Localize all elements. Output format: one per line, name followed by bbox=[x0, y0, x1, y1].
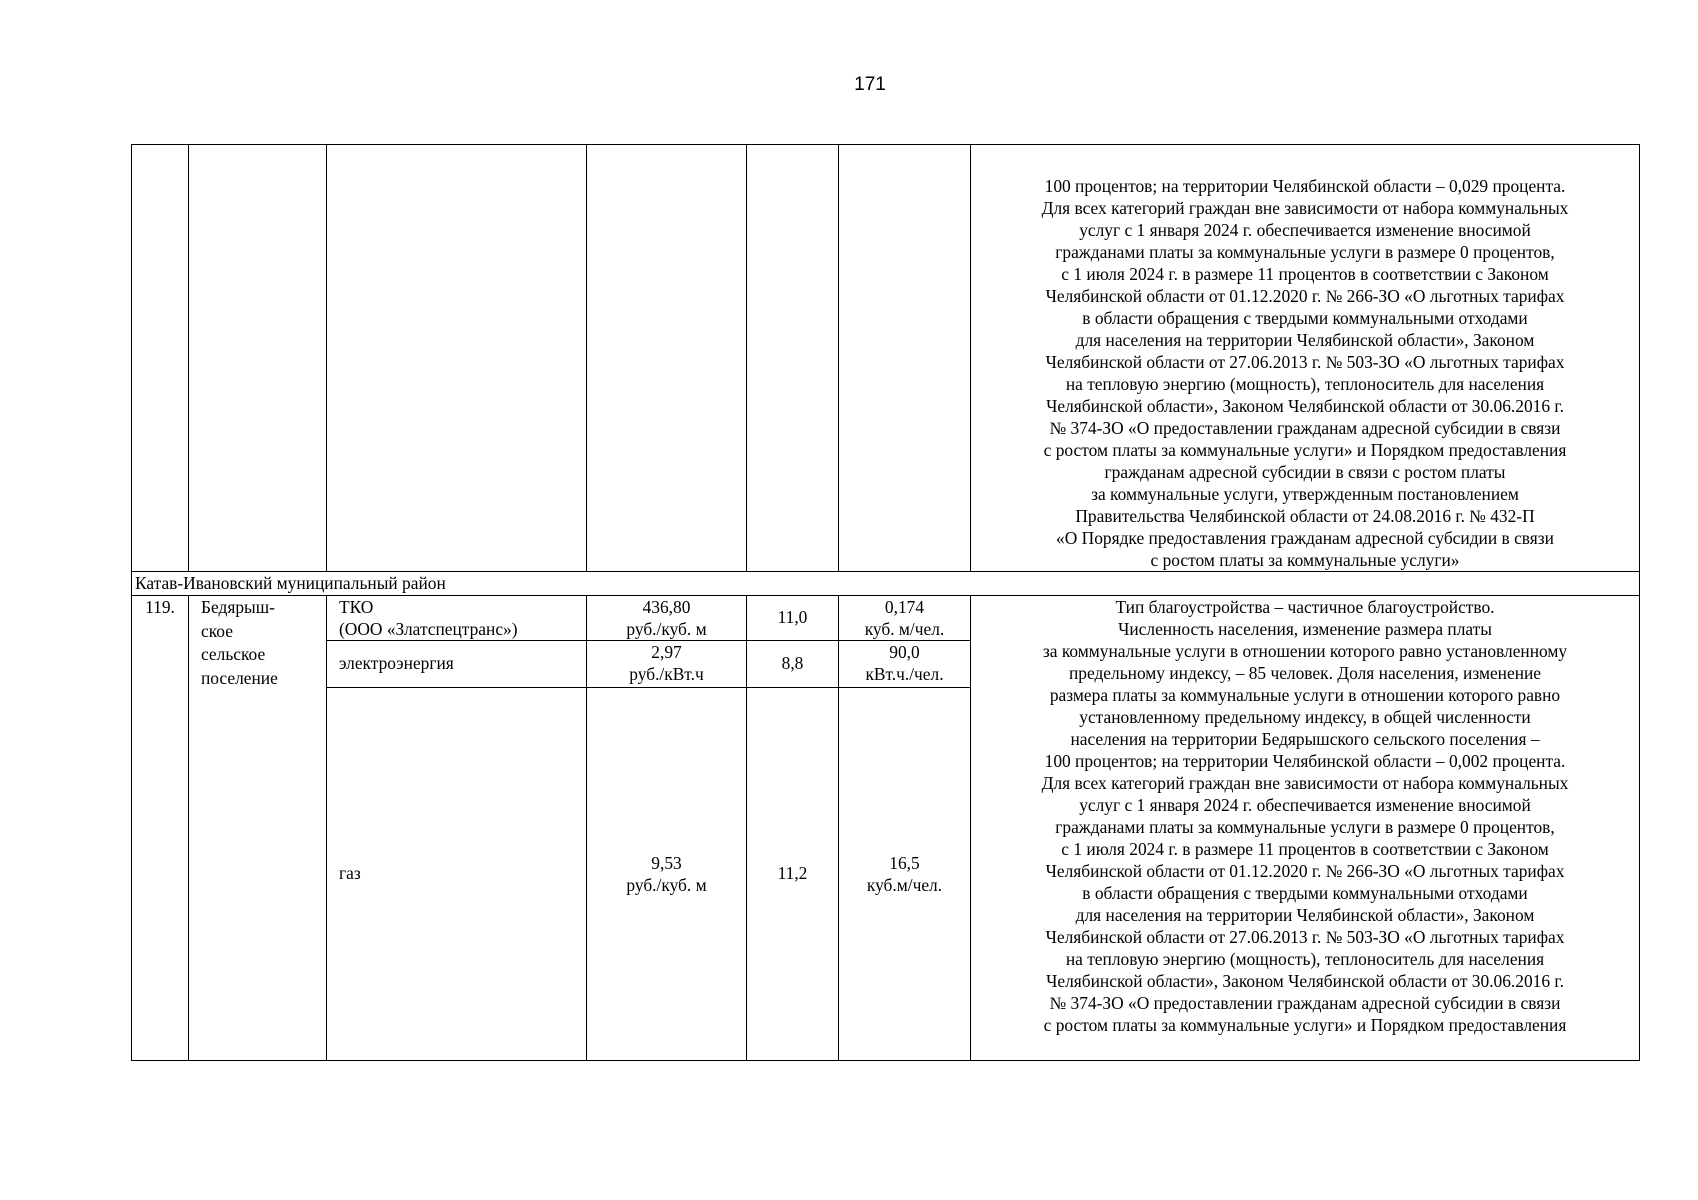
service-tariff bbox=[587, 596, 747, 641]
text-line: Челябинской области от 27.06.2013 г. № 503-ЗО «О льготных тарифах bbox=[1045, 352, 1565, 372]
text-line: установленному предельному индексу, в общей численности bbox=[1079, 707, 1531, 727]
text-line: с ростом платы за коммунальные услуги» bbox=[1150, 550, 1460, 570]
service-index: 11,2 bbox=[747, 688, 839, 1061]
empty-cell bbox=[747, 145, 839, 572]
text-line: Челябинской области от 01.12.2020 г. № 266-ЗО «О льготных тарифах bbox=[1045, 861, 1565, 881]
text-line: «О Порядке предоставления гражданам адресной субсидии в связи bbox=[1056, 528, 1554, 548]
text-line: гражданам адресной субсидии в связи с ростом платы bbox=[1104, 462, 1506, 482]
text-line: Челябинской области», Законом Челябинской области от 30.06.2016 г. bbox=[1046, 396, 1564, 416]
text-line: с 1 июля 2024 г. в размере 11 процентов в соответствии с Законом bbox=[1061, 839, 1549, 859]
text-line: Численность населения, изменение размера платы bbox=[1118, 619, 1492, 639]
text-line: предельному индексу, – 85 человек. Доля населения, изменение bbox=[1068, 663, 1542, 683]
entry-number: 119. bbox=[132, 596, 189, 1061]
text-line: 436,80 bbox=[642, 597, 691, 617]
service-tariff bbox=[587, 641, 747, 688]
empty-cell bbox=[132, 145, 189, 572]
district-heading-row bbox=[132, 572, 1640, 596]
service-volume bbox=[839, 641, 971, 688]
text-line: на тепловую энергию (мощность), теплоноситель для населения bbox=[1065, 374, 1545, 394]
tariff-table bbox=[131, 144, 1640, 1061]
continuation-row bbox=[132, 145, 1640, 572]
text-line: Для всех категорий граждан вне зависимости от набора коммунальных bbox=[1041, 198, 1569, 218]
entry-description bbox=[971, 596, 1640, 1061]
text-line: кВт.ч./чел. bbox=[865, 664, 944, 684]
service-volume bbox=[839, 596, 971, 641]
text-line: Правительства Челябинской области от 24.08.2016 г. № 432-П bbox=[1075, 506, 1535, 526]
text-line: Челябинской области от 27.06.2013 г. № 503-ЗО «О льготных тарифах bbox=[1045, 927, 1565, 947]
text-line: гражданами платы за коммунальные услуги в размере 0 процентов, bbox=[1055, 817, 1555, 837]
text-line: руб./кВт.ч bbox=[629, 664, 704, 684]
text-line: в области обращения с твердыми коммунальными отходами bbox=[1082, 308, 1528, 328]
service-name: газ bbox=[327, 688, 587, 1061]
empty-cell bbox=[189, 145, 327, 572]
text-line: для населения на территории Челябинской области», Законом bbox=[1075, 905, 1535, 925]
text-line: 0,174 bbox=[884, 597, 925, 617]
text-line: руб./куб. м bbox=[626, 619, 707, 639]
text-line: гражданами платы за коммунальные услуги в размере 0 процентов, bbox=[1055, 242, 1555, 262]
text-line: Челябинской области от 01.12.2020 г. № 266-ЗО «О льготных тарифах bbox=[1045, 286, 1565, 306]
text-line: 90,0 bbox=[889, 642, 920, 662]
service-tariff bbox=[587, 688, 747, 1061]
text-line: поселение bbox=[201, 667, 278, 688]
empty-cell bbox=[839, 145, 971, 572]
text-line: 100 процентов; на территории Челябинской области – 0,002 процента. bbox=[1044, 751, 1566, 771]
text-line: Тип благоустройства – частичное благоустройство. bbox=[1115, 597, 1495, 617]
text-line: с 1 июля 2024 г. в размере 11 процентов в соответствии с Законом bbox=[1061, 264, 1549, 284]
text-line: 100 процентов; на территории Челябинской области – 0,029 процента. bbox=[1044, 176, 1566, 196]
empty-cell bbox=[327, 145, 587, 572]
text-line: населения на территории Бедярышского сельского поселения – bbox=[1070, 729, 1540, 749]
text-line: размера платы за коммунальные услуги в отношении которого равно bbox=[1049, 685, 1561, 705]
settlement-name bbox=[189, 596, 327, 1061]
text-line: ТКО bbox=[339, 597, 374, 617]
text-line: 16,5 bbox=[889, 853, 920, 873]
text-line: ское bbox=[201, 620, 233, 641]
text-line: Бедярыш- bbox=[201, 597, 275, 617]
text-line: 9,53 bbox=[651, 853, 682, 873]
text-line: для населения на территории Челябинской области», Законом bbox=[1075, 330, 1535, 350]
text-line: Для всех категорий граждан вне зависимости от набора коммунальных bbox=[1041, 773, 1569, 793]
text-line: 2,97 bbox=[651, 642, 682, 662]
service-volume bbox=[839, 688, 971, 1061]
text-line: № 374-ЗО «О предоставлении гражданам адресной субсидии в связи bbox=[1049, 993, 1561, 1013]
text-line: в области обращения с твердыми коммунальными отходами bbox=[1082, 883, 1528, 903]
text-line: куб.м/чел. bbox=[866, 875, 943, 895]
text-line: куб. м/чел. bbox=[864, 619, 945, 639]
text-line: руб./куб. м bbox=[626, 875, 707, 895]
text-line: услуг с 1 января 2024 г. обеспечивается изменение вносимой bbox=[1079, 795, 1531, 815]
text-line: с ростом платы за коммунальные услуги» и Порядком предоставления bbox=[1043, 1015, 1567, 1035]
empty-cell bbox=[587, 145, 747, 572]
service-row-tko bbox=[132, 596, 1640, 641]
text-line: № 374-ЗО «О предоставлении гражданам адресной субсидии в связи bbox=[1049, 418, 1561, 438]
text-line: (ООО «Златспецтранс») bbox=[339, 619, 518, 639]
text-line: за коммунальные услуги в отношении которого равно установленному bbox=[1042, 641, 1568, 661]
text-line: на тепловую энергию (мощность), теплоноситель для населения bbox=[1065, 949, 1545, 969]
service-name: электроэнергия bbox=[327, 641, 587, 688]
service-name bbox=[327, 596, 587, 641]
page-number: 171 bbox=[854, 74, 886, 95]
text-line: сельское bbox=[201, 644, 266, 665]
text-line: за коммунальные услуги, утвержденным постановлением bbox=[1091, 484, 1519, 504]
service-index: 8,8 bbox=[747, 641, 839, 688]
text-line: услуг с 1 января 2024 г. обеспечивается изменение вносимой bbox=[1079, 220, 1531, 240]
service-index: 11,0 bbox=[747, 596, 839, 641]
district-heading: Катав-Ивановский муниципальный район bbox=[132, 572, 1640, 596]
continuation-description bbox=[971, 145, 1640, 572]
text-line: Челябинской области», Законом Челябинской области от 30.06.2016 г. bbox=[1046, 971, 1564, 991]
text-line: с ростом платы за коммунальные услуги» и Порядком предоставления bbox=[1043, 440, 1567, 460]
